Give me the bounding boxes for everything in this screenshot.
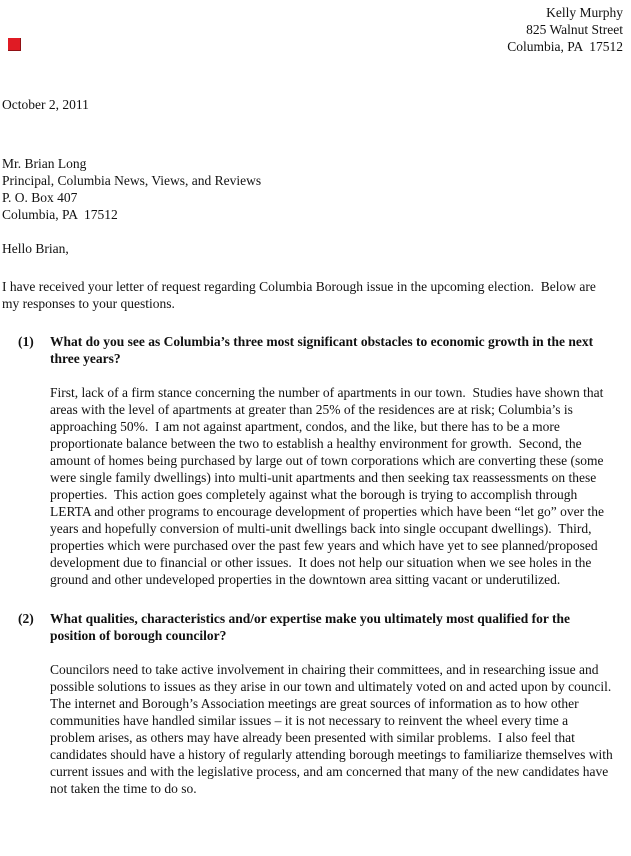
sender-address-block: [2, 4, 623, 55]
question-2: [2, 610, 617, 644]
recipient-address-block: [2, 155, 623, 223]
sender-name: Kelly Murphy: [546, 5, 623, 20]
sender-street: 825 Walnut Street: [526, 22, 623, 37]
question-1-number: (1): [18, 334, 34, 349]
question-2-number: (2): [18, 611, 34, 626]
red-square-marker: [8, 38, 21, 51]
answer-1-paragraph: First, lack of a firm stance concerning the number of apartments in our town. Studies have shown that areas with the level of apartments at greater than 25% of the residences are at risk; Columbia’s is approaching 50%. I am not against apartment, condos, and the like, but there has to be a more proportionate balance between the two to establish a healthy environment for growth. Second, the amount of homes being purchased by large out of town corporations which are converting these (some were single family dwellings) into multi-unit apartments and then seeking tax reassessments on these properties. This action goes completely against what the borough is trying to accomplish through LERTA and other programs to encourage development of properties which have been “let go” over the years and hopefully conversion of multi-unit dwellings back into single occupant dwellings). Third, properties which were purchased over the past few years and which have yet to see planned/proposed development due to financial or other issues. It does not help our situation when we see holes in the ground and other undeveloped properties in the downtown area sitting vacant or underutilized.: [50, 385, 608, 587]
recipient-po-box: P. O. Box 407: [2, 190, 78, 205]
intro-paragraph: I have received your letter of request regarding Columbia Borough issue in the upcoming election. Below are my responses to your questions.: [2, 279, 600, 311]
answer-2-paragraph: Councilors need to take active involvement in chairing their committees, and in researching issue and possible solutions to issues as they arise in our town and ultimately voted on and acted upon by council. The internet and Borough’s Association meetings are great sources of information as to how other communities have handled similar issues – it is not necessary to reinvent the wheel every time a problem arises, as others may have already been presented with similar problems. I also feel that candidates should have a history of regularly attending borough meetings to familiarize themselves with current issues and with the legislative process, and am concerned that many of the new candidates have not taken the time to do so.: [50, 662, 618, 796]
question-1: [2, 333, 617, 367]
salutation: Hello Brian,: [2, 241, 69, 256]
question-2-text: What qualities, characteristics and/or expertise make you ultimately most qualified for the position of borough councilor?: [50, 611, 574, 643]
recipient-name: Mr. Brian Long: [2, 156, 87, 171]
letter-date: October 2, 2011: [2, 97, 89, 112]
recipient-title: Principal, Columbia News, Views, and Reviews: [2, 173, 262, 188]
sender-city-state-zip: Columbia, PA 17512: [507, 39, 623, 54]
question-1-text: What do you see as Columbia’s three most significant obstacles to economic growth in the next three years?: [50, 334, 597, 366]
recipient-city-state-zip: Columbia, PA 17512: [2, 207, 118, 222]
